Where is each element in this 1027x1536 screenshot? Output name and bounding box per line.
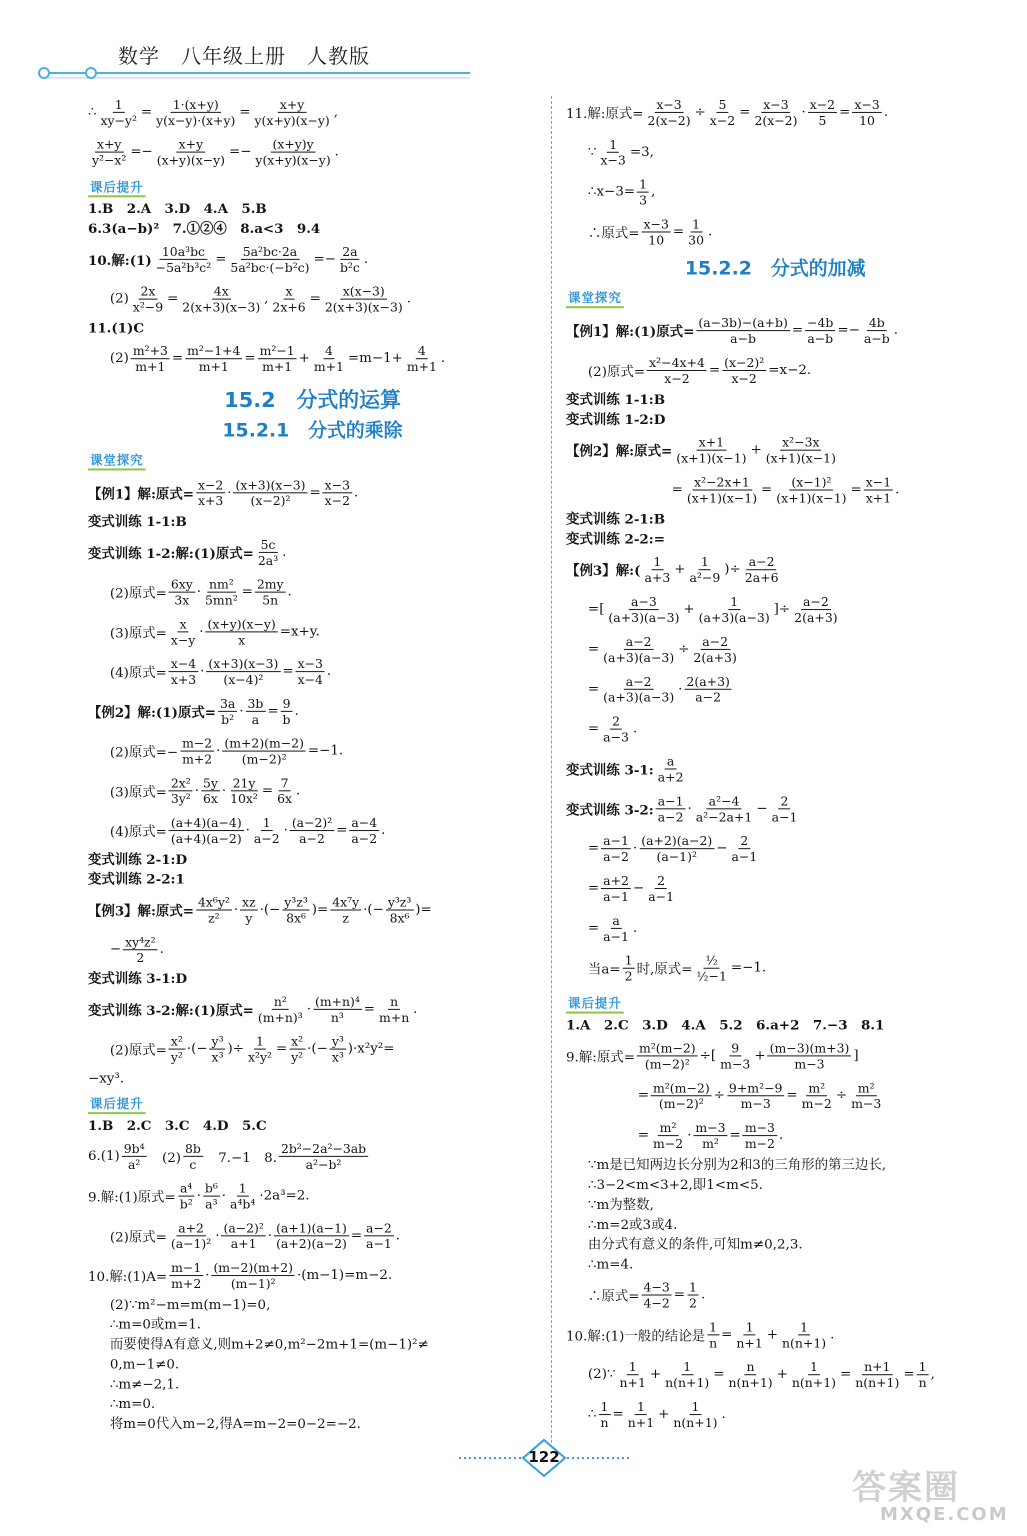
math-line: − $\frac{\text{xy⁴z²}}{2}$ . xyxy=(109,933,164,965)
math-line: ∴ $\frac{1}{\text{xy−y²}}$ = $\frac{1\cdot(x+y)}{y(x-y)\cdot(x+y)}$ = $\frac{x+y}{y(x+y)(x-y)}$ , xyxy=(88,96,338,128)
answer-line: ∴m=2或3或4. xyxy=(587,1216,678,1233)
math-line: = $\frac{a}{a-1}$ . xyxy=(587,912,638,944)
math-line: (2)原式= $\frac{\text{x²−4x+4}}{x-2}$ = $\frac{\text{(x−2)²}}{x-2}$ =x−2. xyxy=(587,354,812,386)
answer-line: 11.(1)C xyxy=(88,320,145,337)
math-line: = $\frac{a+2}{a-1}$ − $\frac{2}{a-1}$ xyxy=(587,872,675,904)
math-line: = $\frac{a-2}{(a+3)(a-3)}$ · $\frac{2(a+3)}{a-2}$ xyxy=(587,673,730,705)
page-footer xyxy=(455,1438,635,1478)
math-line: 【例1】解:原式= $\frac{x-2}{x+3}$ · $\frac{(x+3)(x-3)}{\text{(x−2)²}}$ = $\frac{x-3}{x-2}$ . xyxy=(88,476,359,508)
math-line: (2)原式= $\frac{a+2}{\text{(a−1)²}}$ · $\frac{\text{(a−2)²}}{a+1}$ · $\frac{(a+1)(a-1)}{(a+2)(a-2)}$ = $\frac{a-2}{a-1}$ . xyxy=(109,1219,401,1251)
math-line: 【例2】解:原式= $\frac{x+1}{(x+1)(x-1)}$ + $\frac{\text{x²−3x}}{(x+1)(x-1)}$ xyxy=(566,434,836,466)
section-tag-kehou: 课后提升 xyxy=(88,177,146,197)
left-column xyxy=(88,92,537,1434)
math-line: = $\frac{a-1}{a-2}$ · $\frac{(a+2)(a-2)}{\text{(a−1)²}}$ − $\frac{2}{a-1}$ xyxy=(587,832,758,864)
math-line: 9.解:(1)原式= $\frac{\text{a⁴}}{\text{b²}}$ · $\frac{\text{b⁶}}{\text{a³}}$ · $\frac{1}{\text{a⁴b⁴}}$ ·2a³=2. xyxy=(88,1180,310,1211)
math-line: (2)∵ $\frac{1}{n+1}$ + $\frac{1}{n(n+1)}$ = $\frac{n}{n(n+1)}$ + $\frac{1}{n(n+1)}$ = $\frac{n+1}{n(n+1)}$ = $\frac{1}{n}$ , xyxy=(587,1358,935,1390)
answer-line: 变式训练 1-2:D xyxy=(566,411,666,428)
math-line: = $\frac{\text{m²(m−2)}}{\text{(m−2)²}}$ ÷ $\frac{\text{9+m²−9}}{m-3}$ = $\frac{\text{m²}}{m-2}$ ÷ $\frac{\text{m²}}{m-3}$ xyxy=(637,1079,882,1111)
math-line: 9.解:原式= $\frac{\text{m²(m−2)}}{\text{(m−2)²}}$ ÷[ $\frac{9}{m-3}$ + $\frac{(m-3)(m+3)}{m-3}$ ] xyxy=(566,1039,859,1071)
math-line: (3)原式= $\frac{\text{2x²}}{\text{3y²}}$ · $\frac{5y}{6x}$ · $\frac{21y}{\text{10x²}}$ = $\frac{7}{6x}$ . xyxy=(109,774,301,806)
math-line: 【例3】解:原式= $\frac{\text{4x⁶y²}}{\text{z²}}$ · $\frac{xz}{y}$ ·(− $\frac{\text{y³z³}}{\text{8x⁶}}$ )= $\frac{\text{4x⁷y}}{z}$ ·(− $\frac{\text{y³z³}}{\text{8x⁶}}$ )= xyxy=(88,894,432,925)
section-tag-ketang: 课堂探究 xyxy=(566,288,624,308)
math-line: 10.解:(1)A= $\frac{m-1}{m+2}$ · $\frac{(m-2)(m+2)}{\text{(m−1)²}}$ ·(m−1)=m−2. xyxy=(88,1259,393,1291)
math-line: (2)原式= $\frac{6xy}{3x}$ · $\frac{\text{nm²}}{\text{5mn²}}$ = $\frac{2my}{5n}$ . xyxy=(109,576,292,608)
subsection-heading: 15.2.2 分式的加减 xyxy=(684,257,866,280)
math-line: (2) $\frac{\text{m²+3}}{m+1}$ = $\frac{\text{m²−1+4}}{m+1}$ = $\frac{\text{m²−1}}{m+1}$ + $\frac{4}{m+1}$ =m−1+ $\frac{4}{m+1}$ . xyxy=(109,342,446,374)
answer-line: 变式训练 2-1:D xyxy=(88,851,188,868)
math-line: 【例1】解:(1)原式= $\frac{(a-3b)-(a+b)}{a-b}$ = $\frac{-4b}{a-b}$ =− $\frac{4b}{a-b}$ . xyxy=(566,314,899,346)
math-line: (4)原式= $\frac{(a+4)(a-4)}{(a+4)(a-2)}$ · $\frac{1}{a-2}$ · $\frac{\text{(a−2)²}}{a-2}$ = $\frac{a-4}{a-2}$ . xyxy=(109,814,386,846)
math-line: ∵ $\frac{1}{x-3}$ =3, xyxy=(587,136,654,168)
math-line: (2)原式=− $\frac{m-2}{m+2}$ · $\frac{(m+2)(m-2)}{\text{(m−2)²}}$ =−1. xyxy=(109,735,344,766)
answer-line: ∴m=0. xyxy=(109,1396,156,1413)
math-line: 【例3】解:( $\frac{1}{a+3}$ + $\frac{1}{\text{a²−9}}$ )÷ $\frac{a-2}{2a+6}$ xyxy=(566,553,779,585)
answer-line: 将m=0代入m−2,得A=m−2=0−2=−2. xyxy=(109,1416,361,1433)
math-line: (3)原式= $\frac{x}{x-y}$ · $\frac{(x+y)(x-y)}{x}$ =x+y. xyxy=(109,615,320,647)
math-line: 变式训练 3-2:解:(1)原式= $\frac{\text{n²}}{\text{(m+n)³}}$ · $\frac{\text{(m+n)⁴}}{\text{n³}}$ = $\frac{n}{m+n}$ . xyxy=(88,993,418,1025)
answer-line: 而要使得A有意义,则m+2≠0,m²−2m+1=(m−1)²≠ xyxy=(109,1336,429,1353)
math-line: ∴原式= $\frac{4-3}{4-2}$ = $\frac{1}{2}$ . xyxy=(587,1279,706,1310)
answer-line: 变式训练 1-1:B xyxy=(566,391,666,408)
math-line: 10.解:(1) $\frac{\text{10a³bc}}{\text{−5a²b³c²}}$ = $\frac{\text{5a²bc·2a}}{\text{5a²bc·(−b²c)}}$ =− $\frac{2a}{\text{b²c}}$ . xyxy=(88,243,369,275)
answer-line: 1.A 2.C 3.D 4.A 5.2 6.a+2 7.−3 8.1 xyxy=(566,1017,885,1034)
answer-line: 6.3(a−b)² 7.①②④ 8.a<3 9.4 xyxy=(88,221,321,238)
math-line: (2) $\frac{2x}{\text{x²−9}}$ = $\frac{4x}{2(x+3)(x-3)}$ , $\frac{x}{2x+6}$ = $\frac{x(x-3)}{2(x+3)(x-3)}$ . xyxy=(109,283,411,315)
subsection-heading: 15.2.1 分式的乘除 xyxy=(222,419,403,442)
answer-line: −xy³. xyxy=(88,1070,125,1087)
math-line: =[ $\frac{a-3}{(a+3)(a-3)}$ + $\frac{1}{(a+3)(a-3)}$ ]÷ $\frac{a-2}{2(a+3)}$ xyxy=(587,593,838,625)
math-line: = $\frac{a-2}{(a+3)(a-3)}$ ÷ $\frac{a-2}{2(a+3)}$ xyxy=(587,633,737,665)
math-line: ∴原式= $\frac{x-3}{10}$ = $\frac{1}{30}$ . xyxy=(587,216,713,247)
book-title: 数学 八年级上册 人教版 xyxy=(118,44,370,68)
answer-line: 1.B 2.A 3.D 4.A 5.B xyxy=(88,201,267,218)
answer-line: 1.B 2.C 3.C 4.D 5.C xyxy=(88,1118,267,1135)
watermark-logo xyxy=(852,1460,1017,1532)
answer-line: ∴m≠−2,1. xyxy=(109,1376,180,1393)
math-line: ∴x−3= $\frac{1}{3}$ , xyxy=(587,176,656,208)
page-header xyxy=(0,0,1027,90)
answer-line: 0,m−1≠0. xyxy=(109,1356,180,1373)
page-number: 122 xyxy=(528,1448,560,1466)
answer-line: 变式训练 3-1:D xyxy=(88,971,188,987)
math-line: (2)原式= $\frac{\text{x²}}{\text{y²}}$ ·(− $\frac{\text{y³}}{\text{x³}}$ )÷ $\frac{1}{\text{x²y²}}$ = $\frac{\text{x²}}{\text{y²}}$ ·(− $\frac{\text{y³}}{\text{x³}}$ )·x²y²= xyxy=(109,1033,395,1064)
column-divider xyxy=(551,96,552,1448)
answer-line: ∵m为整数, xyxy=(587,1196,654,1213)
header-rule xyxy=(0,0,1027,90)
math-line: 6.(1) $\frac{\text{9b⁴}}{\text{a²}}$ (2) $\frac{8b}{c}$ 7.−1 8. $\frac{\text{2b²−2a²−3ab}}{\text{a²−b²}}$ xyxy=(88,1140,367,1172)
math-line: $\frac{x+y}{\text{y²−x²}}$ =− $\frac{x+y}{(x+y)(x-y)}$ =− $\frac{(x+y)y}{y(x+y)(x-y)}$ . xyxy=(91,136,339,167)
answer-line: (2)∵m²−m=m(m−1)=0, xyxy=(109,1296,271,1313)
math-line: ∴ $\frac{1}{n}$ = $\frac{1}{n+1}$ + $\frac{1}{n(n+1)}$ . xyxy=(587,1398,726,1430)
math-line: = $\frac{2}{a-3}$ . xyxy=(587,713,638,745)
math-line: = $\frac{\text{x²−2x+1}}{(x+1)(x-1)}$ = $\frac{\text{(x−1)²}}{(x+1)(x-1)}$ = $\frac{x-1}{x+1}$ . xyxy=(671,474,900,505)
answer-line: 变式训练 1-1:B xyxy=(88,514,187,531)
math-line: 变式训练 3-2: $\frac{a-1}{a-2}$ · $\frac{\text{a²−4}}{\text{a²−2a+1}}$ − $\frac{2}{a-1}$ xyxy=(566,792,798,824)
watermark-text: 答案圈 xyxy=(852,1468,960,1508)
watermark-url: MXQE.COM xyxy=(880,1504,1009,1525)
answer-line: ∴m=4. xyxy=(587,1256,634,1273)
math-line: 【例2】解:(1)原式= $\frac{3a}{\text{b²}}$ · $\frac{3b}{a}$ = $\frac{9}{b}$ . xyxy=(88,695,299,727)
answer-line: 由分式有意义的条件,可知m≠0,2,3. xyxy=(587,1236,803,1253)
section-tag-kehou: 课后提升 xyxy=(566,994,624,1014)
answer-line: 变式训练 2-2:1 xyxy=(88,871,185,888)
section-tag-ketang: 课堂探究 xyxy=(88,451,146,471)
math-line: 11.解:原式= $\frac{x-3}{2(x-2)}$ ÷ $\frac{5}{x-2}$ = $\frac{x-3}{2(x-2)}$ · $\frac{x-2}{5}$ = $\frac{x-3}{10}$ . xyxy=(566,96,889,128)
answer-line: ∴m=0或m=1. xyxy=(109,1316,202,1333)
math-line: = $\frac{\text{m²}}{m-2}$ · $\frac{m-3}{\text{m²}}$ = $\frac{m-3}{m-2}$ . xyxy=(637,1119,784,1151)
math-line: (4)原式= $\frac{x-4}{x+3}$ · $\frac{(x+3)(x-3)}{\text{(x−4)²}}$ = $\frac{x-3}{x-4}$ . xyxy=(109,655,332,687)
math-line: 变式训练 1-2:解:(1)原式= $\frac{5c}{\text{2a³}}$ . xyxy=(88,536,287,568)
answer-line: 变式训练 2-2:= xyxy=(566,531,666,548)
section-heading: 15.2 分式的运算 xyxy=(224,388,401,412)
answer-line: ∵m是已知两边长分别为2和3的三角形的第三边长, xyxy=(587,1157,887,1173)
answer-line: ∴3−2<m<3+2,即1<m<5. xyxy=(587,1176,763,1193)
math-line: 当a= $\frac{1}{2}$ 时,原式= $\frac{\text{½}}{\text{½−1}}$ =−1. xyxy=(587,952,767,984)
math-line: 10.解:(1)一般的结论是 $\frac{1}{n}$ = $\frac{1}{n+1}$ + $\frac{1}{n(n+1)}$ . xyxy=(566,1318,835,1350)
right-column xyxy=(566,92,984,1434)
section-tag-kehou: 课后提升 xyxy=(88,1094,146,1114)
answer-line: 变式训练 2-1:B xyxy=(566,511,666,528)
math-line: 变式训练 3-1: $\frac{a}{a+2}$ xyxy=(566,753,684,784)
